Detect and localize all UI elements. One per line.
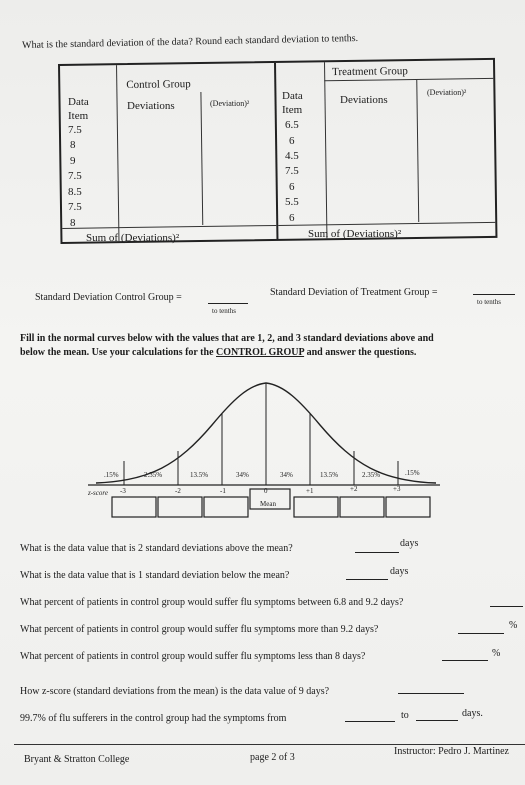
sd-treatment-blank[interactable]: [473, 294, 515, 295]
curve-percent: .15%: [104, 471, 119, 479]
zscore-label: z-score: [88, 489, 108, 497]
answer-box[interactable]: [112, 497, 156, 517]
treatment-item: 7.5: [285, 165, 299, 177]
treatment-item: 6: [289, 135, 295, 147]
treatment-item: 6: [289, 181, 295, 193]
question-2-unit: days: [390, 566, 409, 577]
treatment-item: 6.5: [285, 119, 299, 131]
curve-percent: 2.35%: [144, 471, 163, 479]
question-3: What percent of patients in control group would suffer flu symptoms between 6.8 and 9.2 days?: [20, 597, 404, 608]
question-7-unit: days.: [462, 708, 483, 719]
control-item: 7.5: [68, 201, 82, 213]
question-6: How z-score (standard deviations from the mean) is the data value of 9 days?: [20, 686, 330, 697]
answer-box[interactable]: [158, 497, 202, 517]
question-6-blank[interactable]: [398, 693, 464, 694]
zscore: -2: [175, 487, 181, 495]
sd-control-to-tenths: to tenths: [212, 307, 236, 315]
sd-treatment-label: Standard Deviation of Treatment Group =: [270, 287, 438, 298]
instruction-text: What is the standard deviation of the data? Round each standard deviation to tenths.: [22, 32, 359, 51]
curve-percent: 34%: [280, 471, 293, 479]
zscore: -3: [120, 487, 126, 495]
curve-percent: 13.5%: [190, 471, 209, 479]
curve-percent: 2.35%: [362, 471, 381, 479]
treatment-group-section: [276, 60, 495, 239]
question-2-blank[interactable]: [346, 579, 388, 580]
control-group-section: [60, 63, 278, 242]
sd-treatment-to-tenths: to tenths: [477, 298, 501, 306]
treatment-data-item-header-1: Data: [282, 90, 303, 102]
control-sum-label: Sum of (Deviations)²: [86, 232, 180, 244]
question-7-blank-from[interactable]: [345, 721, 395, 722]
footer-college: Bryant & Stratton College: [24, 754, 130, 765]
question-7-blank-to[interactable]: [416, 720, 458, 721]
curve-percent: .15%: [405, 469, 420, 477]
question-4-unit: %: [509, 620, 518, 631]
question-1: What is the data value that is 2 standard deviations above the mean?: [20, 543, 293, 554]
control-deviations-header: Deviations: [127, 100, 175, 112]
question-5: What percent of patients in control group would suffer flu symptoms less than 8 days?: [20, 651, 366, 662]
control-item: 8.5: [68, 186, 82, 198]
footer-instructor: Instructor: Pedro J. Martinez: [394, 746, 509, 757]
control-group-title: Control Group: [126, 78, 191, 92]
treatment-item: 6: [289, 212, 295, 224]
treatment-group-title: Treatment Group: [332, 65, 408, 79]
answer-box[interactable]: [340, 497, 384, 517]
question-4-blank[interactable]: [458, 633, 504, 634]
zscore: 0: [264, 487, 268, 495]
zscore: +1: [306, 487, 314, 495]
fill-instruction-line-1: Fill in the normal curves below with the values that are 1, 2, and 3 standard deviations above and: [20, 333, 434, 344]
zscore: +2: [350, 485, 358, 493]
mean-label: Mean: [260, 500, 276, 508]
question-5-unit: %: [492, 648, 501, 659]
treatment-item: 4.5: [285, 150, 299, 162]
answer-box[interactable]: [386, 497, 430, 517]
control-data-item-header-2: Item: [68, 110, 89, 122]
control-item: 9: [70, 155, 76, 167]
control-item: 7.5: [68, 170, 82, 182]
treatment-dev-sq-header: (Deviation)²: [427, 88, 467, 97]
treatment-deviations-header: Deviations: [340, 94, 388, 106]
question-7: 99.7% of flu sufferers in the control group had the symptoms from: [20, 713, 287, 724]
control-data-item-header-1: Data: [68, 96, 89, 108]
zscore: +3: [393, 485, 401, 493]
curve-percent: 34%: [236, 471, 249, 479]
fill-instruction-line-2: [20, 347, 416, 358]
question-5-blank[interactable]: [442, 660, 488, 661]
fill-instruction-control-group: CONTROL GROUP: [216, 347, 305, 358]
question-1-unit: days: [400, 538, 419, 549]
fill-instruction-part-c: and answer the questions.: [304, 347, 417, 358]
footer-rule: [14, 744, 525, 745]
answer-box[interactable]: [294, 497, 338, 517]
treatment-data-item-header-2: Item: [282, 104, 303, 116]
zscore: -1: [220, 487, 226, 495]
question-4: What percent of patients in control group would suffer flu symptoms more than 9.2 days?: [20, 624, 379, 635]
question-3-blank[interactable]: [490, 606, 523, 607]
control-item: 7.5: [68, 124, 82, 136]
sd-control-blank[interactable]: [208, 303, 248, 304]
curve-percent: 13.5%: [320, 471, 339, 479]
treatment-item: 5.5: [285, 196, 299, 208]
control-dev-sq-header: (Deviation)²: [210, 99, 250, 108]
control-item: 8: [70, 217, 76, 229]
answer-box[interactable]: [204, 497, 248, 517]
question-2: What is the data value that is 1 standard deviation below the mean?: [20, 570, 290, 581]
fill-instruction-part-a: below the mean. Use your calculations for the: [20, 347, 217, 358]
footer-page: page 2 of 3: [250, 752, 295, 763]
sd-control-label: Standard Deviation Control Group =: [35, 292, 182, 303]
data-table: [58, 58, 497, 244]
question-1-blank[interactable]: [355, 552, 399, 553]
question-7-to: to: [401, 710, 409, 721]
control-item: 8: [70, 139, 76, 151]
treatment-sum-label: Sum of (Deviations)²: [308, 228, 402, 240]
